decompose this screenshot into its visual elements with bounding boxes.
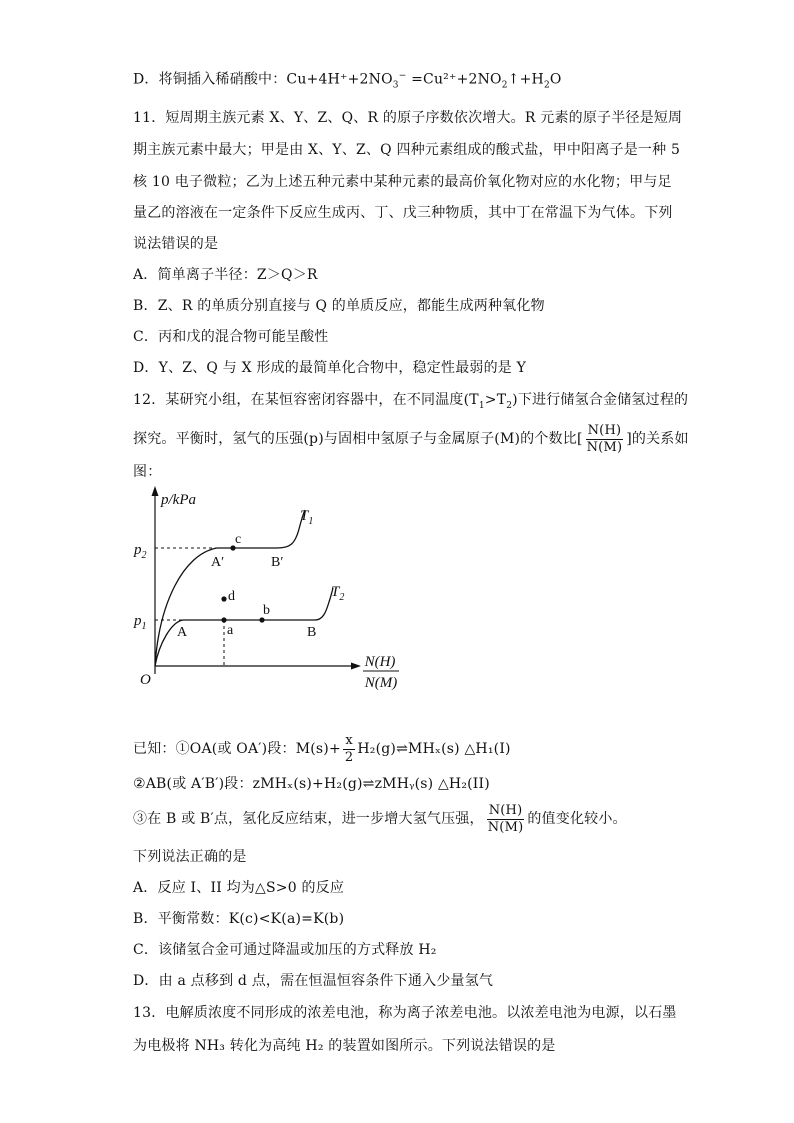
label-c: c [235, 532, 242, 547]
x-over-2-num: x [345, 732, 353, 748]
q11-stem-line3: 核 10 电子微粒；乙为上述五种元素中某种元素的最高价氧化物对应的水化物；甲与足 [133, 174, 672, 190]
point-d [221, 596, 226, 601]
known-line3-fraction [486, 803, 526, 836]
x-axis-arrow [351, 663, 361, 670]
t1-sub: 1 [308, 516, 314, 527]
q11-option-c: C．丙和戊的混合物可能呈酸性 [133, 329, 329, 345]
ratio-numerator: N(H) [587, 422, 622, 438]
x-label-denominator: N(M) [364, 675, 398, 691]
y-axis-label [160, 492, 196, 508]
label-a-prime: A′ [211, 555, 225, 570]
q13-stem-line2: 为电极将 NH₃ 转化为高纯 H₂ 的装置如图所示。下列说法错误的是 [133, 1038, 556, 1054]
p1-sub: 1 [141, 621, 147, 632]
t2-sub: 2 [339, 592, 345, 603]
known-line3-part1: ③在 B 或 B′点，氢化反应结束，进一步增大氢气压强， [133, 811, 484, 827]
q12-option-a: A．反应 I、II 均为△S>0 的反应 [133, 880, 345, 896]
option-d-sup: − [398, 71, 407, 81]
known-line1-part1: 已知：①OA(或 OA′)段：M(s)+ [133, 741, 341, 757]
p1-label [133, 613, 147, 632]
y-axis-label-text: p/kPa [161, 492, 196, 508]
p2-label [133, 542, 147, 561]
t1-letter: T [300, 508, 309, 524]
option-d-line [133, 66, 562, 95]
known-line3-num: N(H) [488, 802, 523, 818]
y-axis-arrow [152, 486, 159, 496]
ratio-denominator: N(M) [586, 439, 623, 455]
q11-option-d: D．Y、Z、Q 与 X 形成的最简单化合物中，稳定性最弱的是 Y [133, 360, 527, 376]
q11-stem-line5: 说法错误的是 [133, 236, 219, 252]
pressure-ratio-graph [125, 484, 415, 694]
option-d-tail3: O [549, 71, 562, 88]
q12-ask: 下列说法正确的是 [133, 849, 247, 865]
t2-letter: T [331, 584, 340, 600]
q11-stem-line4: 量乙的溶液在一定条件下反应生成丙、丁、戊三种物质，其中丁在常温下为气体。下列 [133, 205, 673, 221]
x-over-2-den: 2 [344, 749, 354, 765]
option-d-text: D．将铜插入稀硝酸中：Cu+4H⁺+2NO [133, 71, 393, 88]
q12-stem-part1: 12．某研究小组，在某恒容密闭容器中，在不同温度(T [133, 392, 479, 408]
origin-label: O [140, 672, 151, 688]
known-line1-part2: H₂(g)⇌MHₓ(s) △H₁(I) [357, 741, 511, 757]
label-a: a [227, 623, 234, 638]
label-d: d [228, 589, 235, 604]
point-a [221, 617, 226, 622]
q12-stem-line2-tail: ]的关系如 [626, 431, 689, 447]
q12-stem-line1 [133, 390, 688, 416]
known-line1 [133, 732, 511, 766]
option-d-sub3: 2 [543, 80, 550, 91]
t1-curve [155, 510, 305, 666]
q12-stem-line3: 图： [133, 464, 162, 480]
q12-stem-line2 [133, 422, 689, 456]
q12-option-b: B．平衡常数：K(c)<K(a)=K(b) [133, 911, 345, 927]
ratio-fraction [585, 423, 625, 456]
label-t2 [331, 584, 344, 603]
label-a-upper: A [177, 625, 188, 640]
q12-stem-sub2: 2 [506, 400, 513, 411]
q12-stem-part3: )下进行储氢合金储氢过程的 [512, 392, 689, 408]
q13-stem-line1: 13．电解质浓度不同形成的浓差电池，称为离子浓差电池。以浓差电池为电源，以石墨 [133, 1005, 677, 1021]
p2-sub: 2 [141, 550, 147, 561]
option-d-tail2: ↑+H [507, 71, 544, 88]
q12-stem-sub1: 1 [478, 400, 485, 411]
q12-option-d: D．由 a 点移到 d 点，需在恒温恒容条件下通入少量氢气 [133, 973, 494, 989]
known-line3-part2: 的值变化较小。 [527, 811, 627, 827]
q12-stem-line2-text: 探究。平衡时，氢气的压强(p)与固相中氢原子与金属原子(M)的个数比[ [133, 431, 583, 447]
known-line3 [133, 802, 627, 836]
p1-letter: p [134, 613, 142, 629]
option-d-sub2: 2 [501, 80, 508, 91]
q12-stem-part2: >T [484, 392, 507, 408]
option-d-tail: =Cu²⁺+2NO [406, 71, 502, 88]
label-t1 [300, 508, 313, 527]
q12-option-c: C．该储氢合金可通过降温或加压的方式释放 H₂ [133, 942, 437, 958]
label-b: b [263, 603, 270, 618]
point-b [259, 617, 264, 622]
label-b-prime: B′ [271, 555, 284, 570]
x-label-numerator: N(H) [364, 654, 396, 670]
q11-option-a: A．简单离子半径：Z＞Q＞R [133, 267, 318, 283]
q11-stem-line2: 期主族元素中最大；甲是由 X、Y、Z、Q 四种元素组成的酸式盐，甲中阳离子是一种 5 [133, 142, 681, 158]
x-over-2-fraction [343, 733, 355, 766]
p2-letter: p [134, 542, 142, 558]
option-d-sub: 3 [392, 80, 399, 91]
label-b-upper: B [307, 625, 317, 640]
q11-stem-line1: 11．短周期主族元素 X、Y、Z、Q、R 的原子序数依次增大。R 元素的原子半径是短周 [133, 110, 683, 126]
q11-option-b: B．Z、R 的单质分别直接与 Q 的单质反应，都能生成两种氧化物 [133, 298, 545, 314]
known-line3-den: N(M) [487, 819, 524, 835]
known-line2: ②AB(或 A′B′)段：zMHₓ(s)+H₂(g)⇌zMHᵧ(s) △H₂(II) [133, 776, 490, 792]
